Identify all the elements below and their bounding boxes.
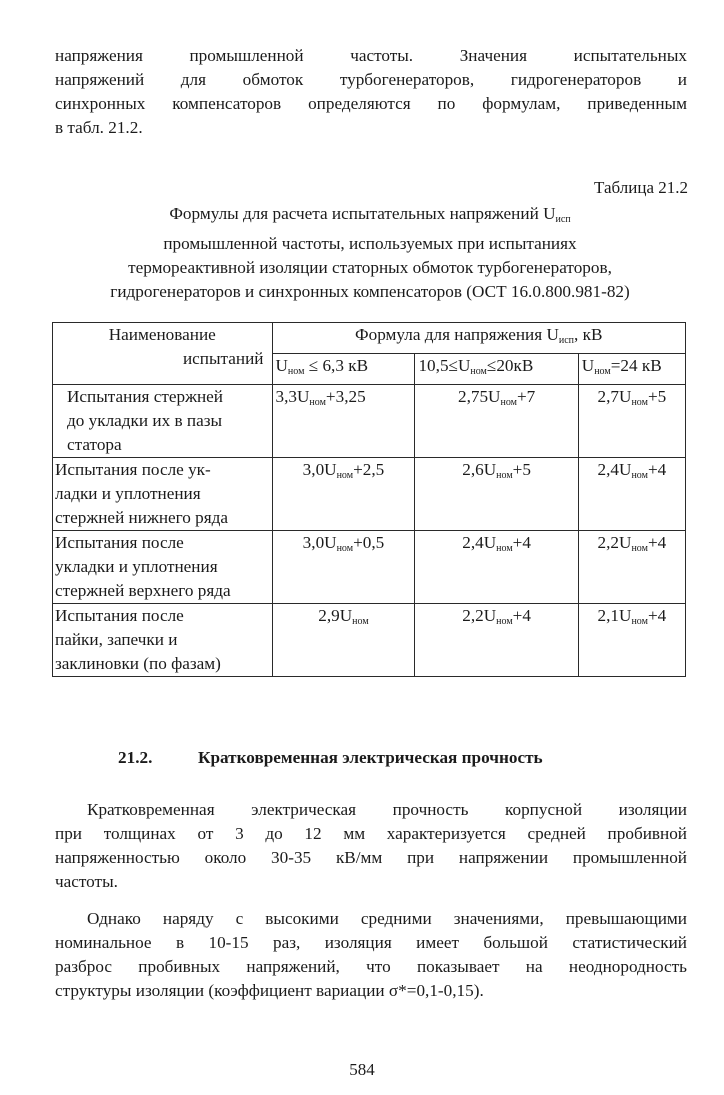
section-number: 21.2. (118, 748, 153, 767)
table-title-line: термореактивной изоляции статорных обмоток турбогенераторов, (128, 258, 612, 277)
formula-cell: $2,6U_{ном}+5$ (415, 458, 578, 531)
formula-cell: $3,0U_{ном}+2,5$ (272, 458, 415, 531)
header-formula: Формула для напряжения $U_{исп}$, кВ (272, 323, 686, 354)
formula-table (52, 322, 686, 677)
body-paragraph (55, 798, 687, 894)
table-title-line: гидрогенераторов и синхронных компенсаторов (ОСТ 16.0.800.981-82) (110, 282, 630, 301)
text-line: при толщинах от 3 до 12 мм характеризуется средней пробивной (55, 824, 687, 843)
formula-cell: $2,2U_{ном}+4$ (415, 604, 578, 677)
text-line: Кратковременная электрическая прочность корпусной изоляции (87, 800, 687, 819)
table-row (53, 604, 686, 677)
header-col-mid-voltage: $10,5\le U_{ном}\le 20кВ$ (415, 354, 578, 385)
section-heading (118, 748, 543, 768)
formula-cell: $2,2U_{ном}+4$ (578, 531, 685, 604)
text-line: Однако наряду с высокими средними значениями, превышающими (87, 909, 687, 928)
text-line: напряжения промышленной частоты. Значения испытательных (55, 46, 687, 65)
table-row (53, 385, 686, 458)
table-row (53, 531, 686, 604)
test-name-cell: Испытания после пайки, запечки и заклиновки (по фазам) (53, 604, 273, 677)
test-name-cell: Испытания стержней до укладки их в пазы статора (53, 385, 273, 458)
table-title-line: промышленной частоты, используемых при испытаниях (163, 234, 577, 253)
text-line: напряженностью около 30-35 кВ/мм при напряжении промышленной (55, 848, 687, 867)
page-number: 584 (349, 1060, 375, 1079)
formula-cell: $3,3U_{ном}+3,25$ (272, 385, 415, 458)
header-test-name: Наименование испытаний (53, 323, 273, 385)
text-line: частоты. (55, 872, 118, 891)
formula-cell: $2,9U_{ном}$ (272, 604, 415, 677)
text-line: синхронных компенсаторов определяются по формулам, приведенным (55, 94, 687, 113)
table-title-line: Формулы для расчета испытательных напряжений $U_{исп}$ (169, 204, 571, 225)
formula-cell: $3,0U_{ном}+0,5$ (272, 531, 415, 604)
text-line: номинальное в 10-15 раз, изоляция имеет большой статистический (55, 933, 687, 952)
test-name-cell: Испытания после ук- ладки и уплотнения стержней нижнего ряда (53, 458, 273, 531)
text-line: напряжений для обмоток турбогенераторов, гидрогенераторов и (55, 70, 687, 89)
formula-cell: $2,1U_{ном}+4$ (578, 604, 685, 677)
text-line: в табл. 21.2. (55, 118, 143, 137)
header-col-high-voltage: $U_{ном}=24$ кВ (578, 354, 685, 385)
body-paragraph (55, 907, 687, 1003)
formula-cell: $2,75U_{ном}+7$ (415, 385, 578, 458)
table-title (40, 202, 700, 304)
intro-paragraph (55, 44, 687, 140)
table-row (53, 458, 686, 531)
table-label: Таблица 21.2 (594, 178, 688, 197)
header-col-low-voltage: $U_{ном} \le 6,3$ кВ (272, 354, 415, 385)
formula-cell: $2,7U_{ном}+5$ (578, 385, 685, 458)
text-line: структуры изоляции (коэффициент вариации σ*=0,1-0,15). (55, 981, 484, 1000)
test-name-cell: Испытания после укладки и уплотнения стержней верхнего ряда (53, 531, 273, 604)
formula-cell: $2,4U_{ном}+4$ (415, 531, 578, 604)
formula-cell: $2,4U_{ном}+4$ (578, 458, 685, 531)
section-title: Кратковременная электрическая прочность (198, 748, 543, 767)
text-line: разброс пробивных напряжений, что показывает на неоднородность (55, 957, 687, 976)
table-header-row (53, 323, 686, 354)
